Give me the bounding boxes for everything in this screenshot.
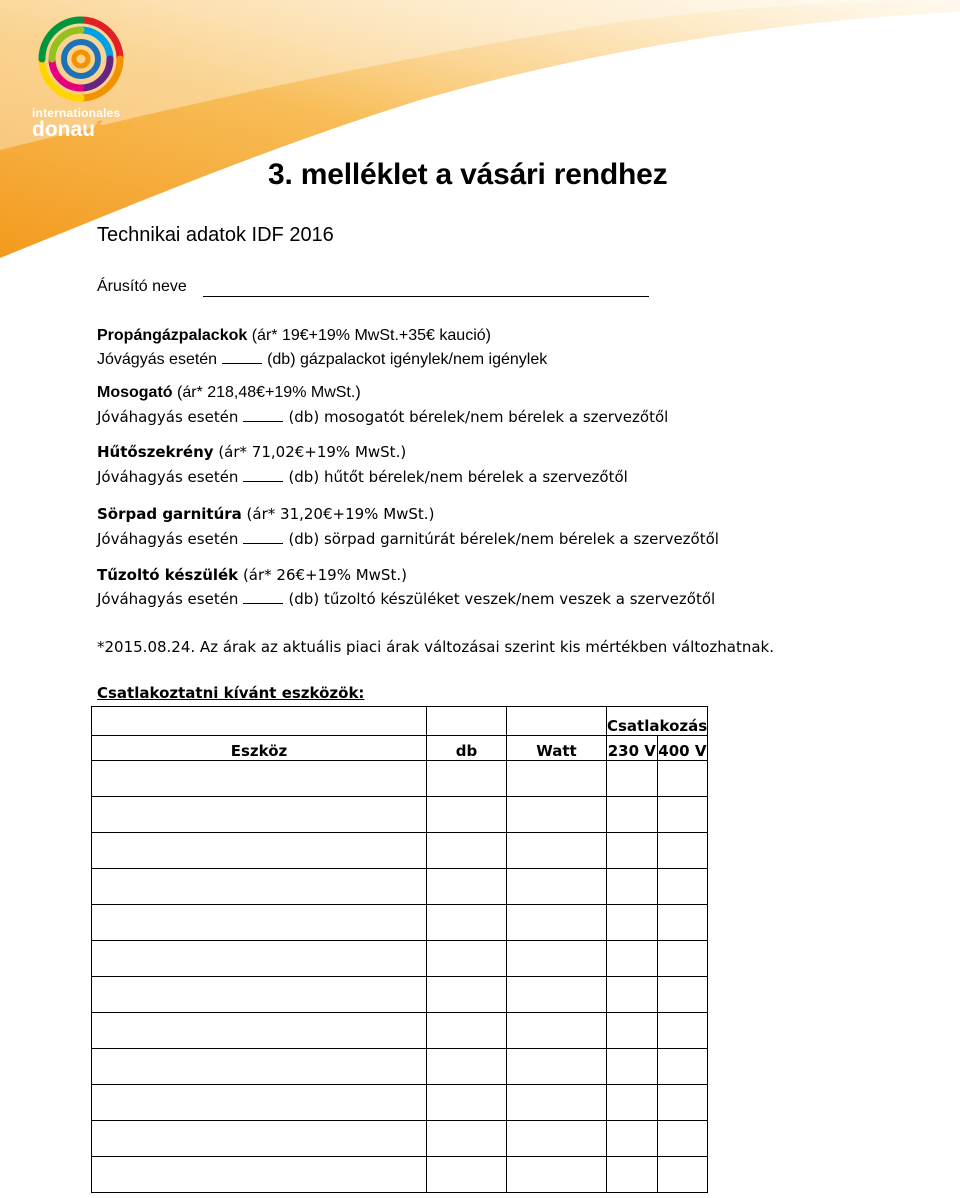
cell-230v[interactable] — [607, 1085, 658, 1121]
cell-watt[interactable] — [507, 1121, 607, 1157]
item-name: Tűzoltó készülék — [97, 566, 239, 584]
seller-name-field[interactable] — [203, 296, 649, 297]
confirm-label: Jóváhagyás esetén — [97, 468, 239, 486]
table-row — [92, 1013, 708, 1049]
cell-400v[interactable] — [657, 1049, 708, 1085]
cell-db[interactable] — [427, 1085, 507, 1121]
cell-db[interactable] — [427, 833, 507, 869]
confirm-text: (db) mosogatót bérelek/nem bérelek a szervezőtől — [288, 408, 669, 426]
seller-label: Árusító neve — [97, 278, 187, 295]
cell-400v[interactable] — [657, 1085, 708, 1121]
cell-400v[interactable] — [657, 869, 708, 905]
cell-watt[interactable] — [507, 1157, 607, 1193]
item-fridge-confirm — [97, 468, 628, 486]
cell-watt[interactable] — [507, 905, 607, 941]
cell-watt[interactable] — [507, 833, 607, 869]
table-cell — [92, 707, 427, 736]
confirm-text: (db) hűtőt bérelek/nem bérelek a szervezőtől — [288, 468, 628, 486]
table-row — [92, 833, 708, 869]
header-400v: 400 V — [657, 736, 708, 761]
confirm-text: (db) gázpalackot igénylek/nem igénylek — [267, 351, 548, 368]
table-row — [92, 761, 708, 797]
cell-watt[interactable] — [507, 941, 607, 977]
confirm-label: Jóvágyás esetén — [97, 351, 218, 368]
cell-db[interactable] — [427, 1157, 507, 1193]
cell-400v[interactable] — [657, 905, 708, 941]
cell-400v[interactable] — [657, 761, 708, 797]
cell-db[interactable] — [427, 797, 507, 833]
cell-eszkoz[interactable] — [92, 1085, 427, 1121]
header-230v: 230 V — [607, 736, 658, 761]
cell-db[interactable] — [427, 1121, 507, 1157]
cell-db[interactable] — [427, 977, 507, 1013]
cell-230v[interactable] — [607, 869, 658, 905]
quantity-blank-field[interactable] — [243, 591, 283, 604]
price-footnote: *2015.08.24. Az árak az aktuális piaci árak változásai szerint kis mértékben változhatnak. — [97, 638, 774, 656]
table-group-header-row — [92, 707, 708, 736]
header-eszkoz: Eszköz — [92, 736, 427, 761]
quantity-blank-field[interactable] — [243, 409, 283, 422]
cell-400v[interactable] — [657, 797, 708, 833]
confirm-label: Jóváhagyás esetén — [97, 590, 239, 608]
cell-400v[interactable] — [657, 1013, 708, 1049]
cell-400v[interactable] — [657, 1157, 708, 1193]
logo-donau: donau — [32, 118, 95, 141]
item-sink-confirm — [97, 408, 668, 426]
cell-eszkoz[interactable] — [92, 797, 427, 833]
cell-400v[interactable] — [657, 941, 708, 977]
confirm-label: Jóváhagyás esetén — [97, 530, 239, 548]
cell-230v[interactable] — [607, 1049, 658, 1085]
cell-400v[interactable] — [657, 977, 708, 1013]
cell-watt[interactable] — [507, 869, 607, 905]
cell-eszkoz[interactable] — [92, 941, 427, 977]
table-row — [92, 1157, 708, 1193]
cell-230v[interactable] — [607, 1157, 658, 1193]
cell-eszkoz[interactable] — [92, 1013, 427, 1049]
quantity-blank-field[interactable] — [243, 531, 283, 544]
table-row — [92, 869, 708, 905]
logo-text-donaufest — [32, 118, 132, 142]
item-fridge-heading — [97, 443, 406, 461]
cell-230v[interactable] — [607, 797, 658, 833]
cell-eszkoz[interactable] — [92, 833, 427, 869]
cell-db[interactable] — [427, 1013, 507, 1049]
page-title: 3. melléklet a vásári rendhez — [268, 158, 668, 191]
item-name: Sörpad garnitúra — [97, 505, 242, 523]
cell-watt[interactable] — [507, 1013, 607, 1049]
cell-230v[interactable] — [607, 761, 658, 797]
item-propane-heading — [97, 327, 491, 345]
page-subtitle: Technikai adatok IDF 2016 — [97, 224, 334, 246]
cell-watt[interactable] — [507, 797, 607, 833]
confirm-label: Jóváhagyás esetén — [97, 408, 239, 426]
table-row — [92, 1049, 708, 1085]
devices-table — [91, 706, 708, 1193]
logo-text-internationales: internationales — [32, 106, 121, 120]
header-csatlakozas: Csatlakozás — [607, 707, 708, 736]
donaufest-logo — [30, 14, 140, 144]
item-price: (ár* 31,20€+19% MwSt.) — [241, 505, 435, 523]
table-row — [92, 1121, 708, 1157]
cell-eszkoz[interactable] — [92, 869, 427, 905]
cell-230v[interactable] — [607, 977, 658, 1013]
cell-watt[interactable] — [507, 761, 607, 797]
logo-ring-icon — [36, 14, 126, 104]
cell-watt[interactable] — [507, 1085, 607, 1121]
cell-eszkoz[interactable] — [92, 1121, 427, 1157]
cell-eszkoz[interactable] — [92, 1049, 427, 1085]
quantity-blank-field[interactable] — [243, 469, 283, 482]
cell-watt[interactable] — [507, 977, 607, 1013]
table-row — [92, 1085, 708, 1121]
confirm-text: (db) tűzoltó készüléket veszek/nem veszek a szervezőtől — [288, 590, 716, 608]
item-beerbench-confirm — [97, 530, 719, 548]
item-beerbench-heading — [97, 505, 434, 523]
table-row — [92, 905, 708, 941]
table-cell — [507, 707, 607, 736]
cell-eszkoz[interactable] — [92, 761, 427, 797]
table-header-row — [92, 736, 708, 761]
cell-watt[interactable] — [507, 1049, 607, 1085]
cell-eszkoz[interactable] — [92, 1157, 427, 1193]
cell-db[interactable] — [427, 1049, 507, 1085]
cell-230v[interactable] — [607, 1013, 658, 1049]
cell-eszkoz[interactable] — [92, 977, 427, 1013]
item-price: (ár* 71,02€+19% MwSt.) — [213, 443, 407, 461]
table-row — [92, 797, 708, 833]
cell-400v[interactable] — [657, 1121, 708, 1157]
item-name: Mosogató — [97, 384, 173, 401]
cell-230v[interactable] — [607, 905, 658, 941]
table-row — [92, 941, 708, 977]
item-propane-confirm — [97, 351, 547, 369]
quantity-blank-field[interactable] — [222, 351, 262, 364]
header-db: db — [427, 736, 507, 761]
item-extinguisher-confirm — [97, 590, 715, 608]
devices-heading: Csatlakoztatni kívánt eszközök: — [97, 684, 365, 702]
table-row — [92, 977, 708, 1013]
item-extinguisher-heading — [97, 566, 407, 584]
cell-eszkoz[interactable] — [92, 905, 427, 941]
cell-db[interactable] — [427, 905, 507, 941]
logo-fest: fest — [95, 118, 133, 141]
cell-230v[interactable] — [607, 1121, 658, 1157]
cell-db[interactable] — [427, 869, 507, 905]
cell-db[interactable] — [427, 761, 507, 797]
item-sink-heading — [97, 384, 361, 402]
item-price: (ár* 26€+19% MwSt.) — [238, 566, 407, 584]
cell-db[interactable] — [427, 941, 507, 977]
cell-230v[interactable] — [607, 941, 658, 977]
header-watt: Watt — [507, 736, 607, 761]
item-name: Propángázpalackok — [97, 327, 248, 344]
cell-400v[interactable] — [657, 833, 708, 869]
item-price: (ár* 19€+19% MwSt.+35€ kaució) — [247, 327, 491, 344]
cell-230v[interactable] — [607, 833, 658, 869]
item-name: Hűtőszekrény — [97, 443, 214, 461]
confirm-text: (db) sörpad garnitúrát bérelek/nem bérelek a szervezőtől — [288, 530, 719, 548]
item-price: (ár* 218,48€+19% MwSt.) — [172, 384, 361, 401]
table-cell — [427, 707, 507, 736]
